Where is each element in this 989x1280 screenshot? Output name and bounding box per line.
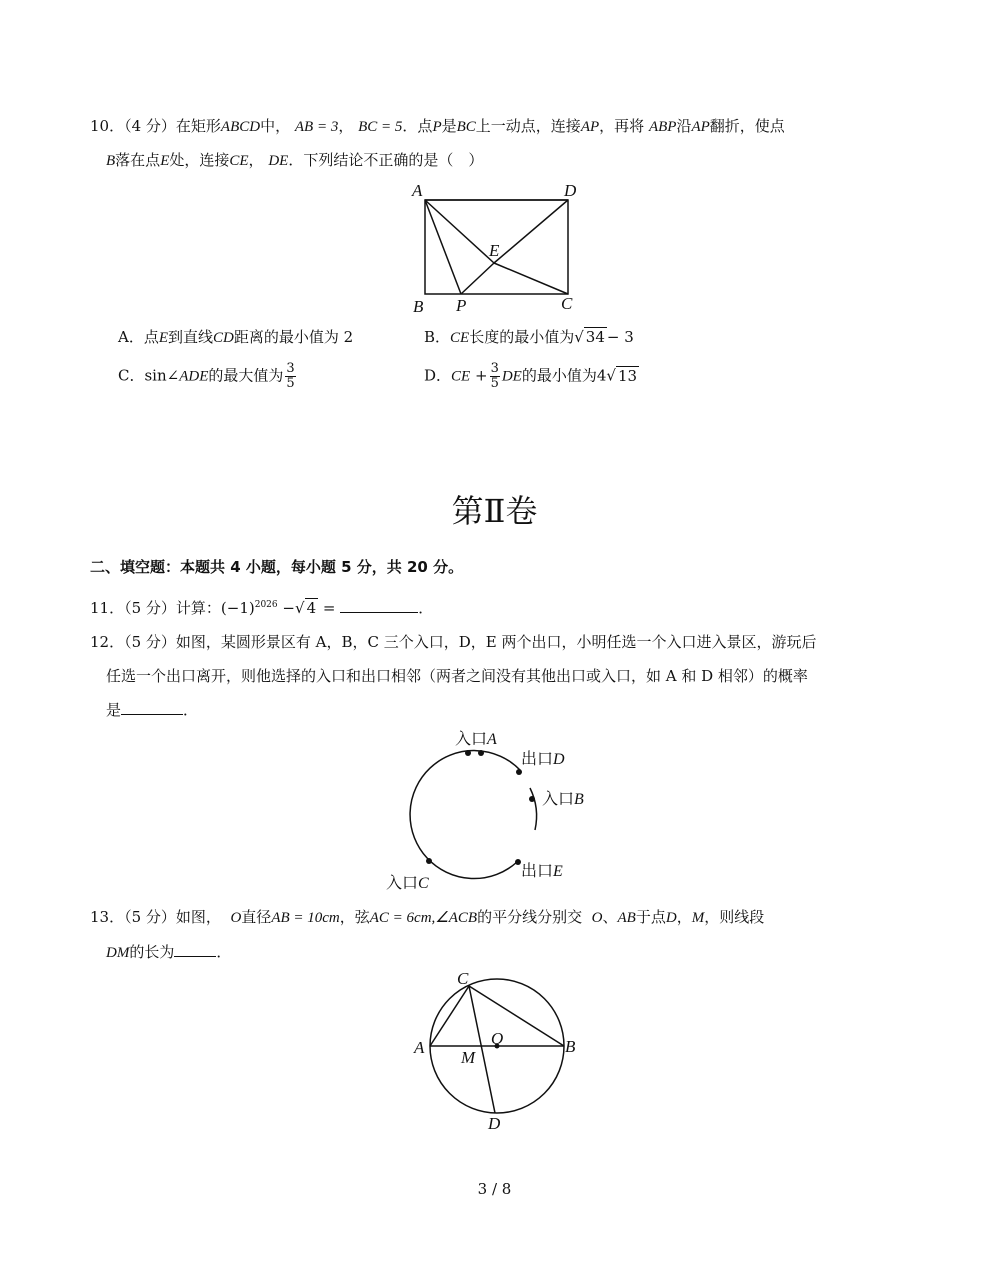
label-A: A bbox=[414, 1038, 425, 1057]
q10-line2: B落在点E处，连接CE， DE．下列结论不正确的是（ ） bbox=[106, 151, 484, 169]
label-P: P bbox=[456, 296, 467, 315]
label-D: D bbox=[564, 181, 577, 200]
svg-text:入口A: 入口A bbox=[455, 729, 497, 748]
svg-text:出口E: 出口E bbox=[521, 861, 563, 880]
q11-line: 11．（5 分）计算：$(-1)^{2026}$ −√ 4 = ． bbox=[90, 599, 434, 617]
q10-rectangle-figure bbox=[400, 176, 600, 318]
q10-line1: 10．（4 分）在矩形ABCD中， AB = 3， BC = 5．点P是BC上一动点，连接AP，再将 ABP沿AP翻折，使点 bbox=[90, 117, 785, 135]
q10-option-b: B．CE长度的最小值为√ 34 − 3 bbox=[424, 328, 634, 346]
q12-circle-figure bbox=[380, 726, 610, 896]
q12-line3: 是 ． bbox=[106, 701, 199, 719]
section-title: 第Ⅱ卷 bbox=[451, 492, 538, 530]
section-heading: 二、填空题：本题共 4 小题，每小题 5 分，共 20 分。 bbox=[90, 558, 464, 576]
answer-blank[interactable] bbox=[340, 598, 418, 613]
svg-text:入口C: 入口C bbox=[386, 873, 429, 892]
label-B: B bbox=[565, 1037, 576, 1056]
q10-option-d: D．CE + $\frac{3}{5}$ DE的最小值为4√ 13 bbox=[424, 361, 638, 391]
label-M: M bbox=[461, 1048, 476, 1067]
q13-circle-figure bbox=[405, 966, 595, 1136]
svg-text:入口B: 入口B bbox=[542, 789, 584, 808]
label-C: C bbox=[457, 969, 469, 988]
q12-line1: 12．（5 分）如图，某圆形景区有 A，B，C 三个入口，D，E 两个出口，小明任选一个入口进入景区，游玩后 bbox=[90, 633, 817, 651]
q13-line2: DM的长为 ． bbox=[106, 943, 232, 961]
label-A: A bbox=[412, 181, 423, 200]
label-O: O bbox=[491, 1029, 504, 1048]
q12-line2: 任选一个出口离开，则他选择的入口和出口相邻（两者之间没有其他出口或入口，如 A 和 D 相邻）的概率 bbox=[106, 667, 808, 685]
q10-option-c: C．sin∠ADE的最大值为 $\frac{3}{5}$ bbox=[118, 361, 295, 391]
label-E: E bbox=[489, 241, 500, 260]
fraction: $\frac{3}{5}$ bbox=[490, 361, 499, 391]
label-B: B bbox=[413, 297, 424, 316]
svg-text:出口D: 出口D bbox=[521, 749, 565, 768]
q13-line1: 13．（5 分）如图， O直径AB = 10cm，弦AC = 6cm,∠ACB的平分线分别交 O、AB于点D，M，则线段 bbox=[90, 908, 765, 926]
answer-blank[interactable] bbox=[174, 942, 216, 957]
answer-blank[interactable] bbox=[121, 700, 183, 715]
label-D: D bbox=[488, 1114, 501, 1133]
fraction: $\frac{3}{5}$ bbox=[286, 361, 295, 391]
page-number: 3 / 8 bbox=[477, 1180, 512, 1198]
label-C: C bbox=[561, 294, 573, 313]
q10-option-a: A．点E到直线CD距离的最小值为 2 bbox=[118, 328, 354, 346]
